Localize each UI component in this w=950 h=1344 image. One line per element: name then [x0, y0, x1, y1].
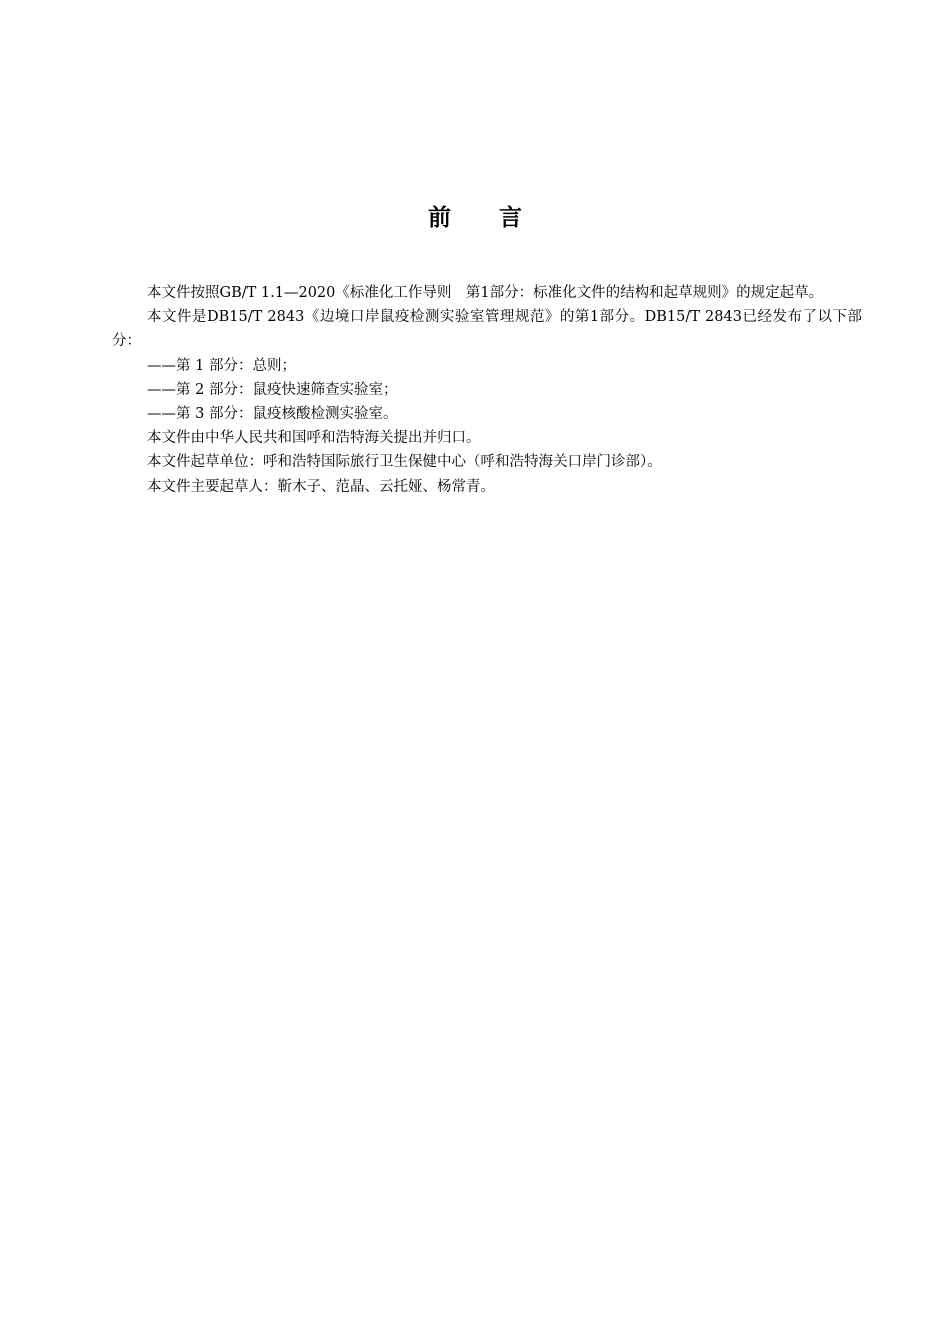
page-title: 前言: [428, 205, 570, 231]
list-item-part-1: ——第 1 部分：总则；: [147, 357, 296, 374]
paragraph-drafters: 本文件主要起草人：靳木子、范晶、云托娅、杨常青。: [147, 478, 495, 495]
foreword-body: [112, 281, 862, 499]
paragraph-drafting-unit: 本文件起草单位：呼和浩特国际旅行卫生保健中心（呼和浩特海关口岸门诊部）。: [147, 454, 662, 471]
paragraph-proposer: 本文件由中华人民共和国呼和浩特海关提出并归口。: [147, 430, 481, 447]
paragraph-part-description: 本文件是DB15/T 2843《边境口岸鼠疫检测实验室管理规范》的第1部分。DB15/T 2843已经发布了以下部分：: [112, 309, 862, 350]
list-item-part-3: ——第 3 部分：鼠疫核酸检测实验室。: [147, 406, 398, 423]
list-item-part-2: ——第 2 部分：鼠疫快速筛查实验室；: [147, 381, 398, 398]
paragraph-drafting-rules: 本文件按照GB/T 1.1—2020《标准化工作导则 第1部分：标准化文件的结构和起草规则》的规定起草。: [147, 285, 824, 301]
